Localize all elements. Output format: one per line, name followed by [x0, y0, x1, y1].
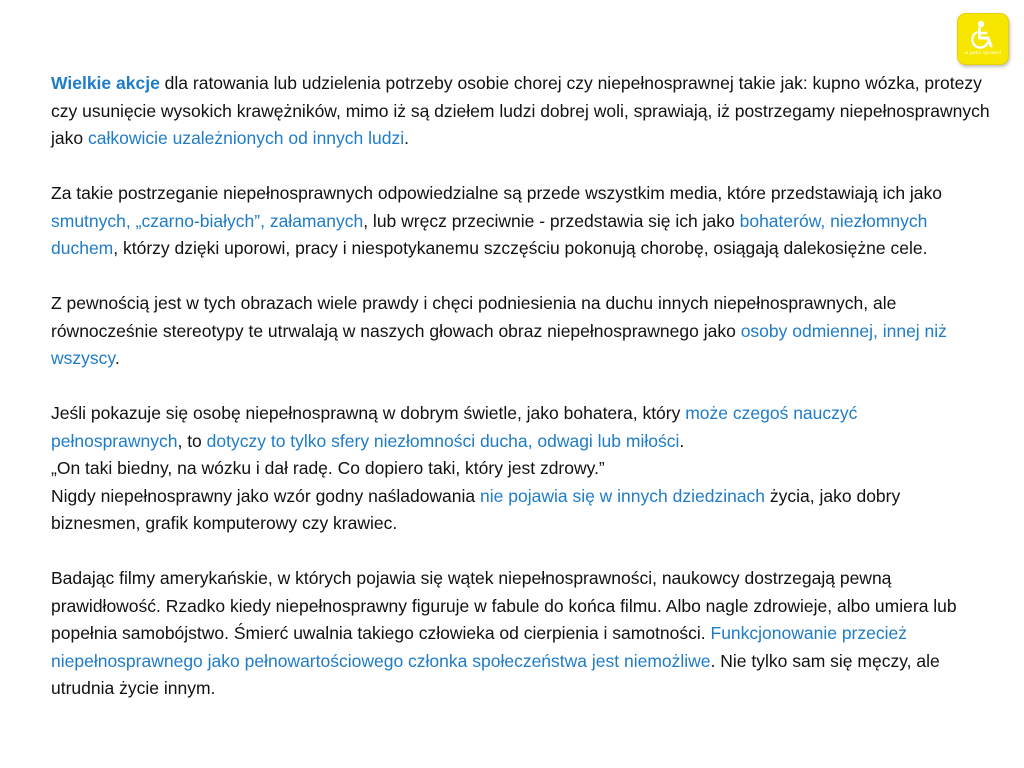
paragraph-hero: [51, 400, 991, 455]
text-run: Nigdy niepełnosprawny jako wzór godny naśladowania: [51, 485, 481, 506]
logo-caption: w pełni sprawni: [964, 51, 1002, 56]
highlighted-text: nie pojawia się w innych dziedzinach: [480, 485, 766, 506]
text-run: .: [114, 348, 120, 368]
text-run: , którzy dzięki uporowi, pracy i niespotykanemu szczęściu pokonują chorobę, osiągają dalekosiężne cele.: [113, 238, 928, 258]
paragraph-big-actions: [51, 70, 991, 153]
wheelchair-logo: [957, 13, 1009, 65]
highlighted-text: osoby odmiennej, innej niż wszyscy: [51, 320, 947, 368]
paragraph-stereotypes: [51, 290, 991, 373]
text-run: Z pewnością jest w tych obrazach wiele prawdy i chęci podniesienia na duchu innych niepełnosprawnych, ale równocześnie stereotypy te utrwalają w naszych głowach obraz niepełnosprawnego jako: [51, 293, 897, 341]
highlighted-text: Wielkie akcje: [51, 73, 160, 93]
text-run: .: [404, 128, 409, 148]
text-run: , to: [177, 430, 207, 451]
wheelchair-icon: [957, 13, 1009, 65]
text-run: Badając filmy amerykańskie, w których pojawia się wątek niepełnosprawności, naukowcy dostrzegają pewną prawidłowość. Rzadko kiedy niepełnosprawny figuruje w fabule do końca filmu. Albo nagle zdrowieje, albo umiera lub popełnia samobójstwo. Śmierć uwalnia takiego człowieka od cierpienia i samotności.: [51, 568, 957, 643]
slide-body: [51, 70, 991, 703]
highlighted-text: całkowicie uzależnionych od innych ludzi: [87, 128, 405, 148]
text-run: Za takie postrzeganie niepełnosprawnych odpowiedzialne są przede wszystkim media, które przedstawiają ich jako: [51, 183, 943, 203]
text-run: .: [679, 430, 685, 451]
text-run: dla ratowania lub udzielenia potrzeby osobie chorej czy niepełnosprawnej takie jak: kupno wózka, protezy czy usunięcie wysokich krawężników, mimo iż są dziełem ludzi dobrej woli, sprawiają, iż postrzegamy niepełnosprawnych jako: [51, 73, 990, 148]
paragraph-role-model: [51, 483, 991, 538]
paragraph-media: [51, 180, 991, 263]
text-run: życia, jako dobry biznesmen, grafik komputerowy czy krawiec.: [51, 485, 901, 533]
highlighted-text: może czegoś nauczyć pełnosprawnych: [51, 403, 858, 451]
text-run: „On taki biedny, na wózku i dał radę. Co dopiero taki, który jest zdrowy.”: [51, 458, 605, 478]
paragraph-american-films: [51, 565, 991, 703]
text-run: , lub wręcz przeciwnie - przedstawia się ich jako: [363, 210, 740, 231]
highlighted-text: bohaterów, niezłomnych duchem: [51, 210, 928, 258]
highlighted-text: Funkcjonowanie przecież niepełnosprawnego jako pełnowartościowego członka społeczeństwa jest niemożliwe: [51, 623, 907, 671]
text-run: Jeśli pokazuje się osobę niepełnosprawną w dobrym świetle, jako bohatera, który: [51, 403, 686, 423]
paragraph-quote: [51, 455, 991, 483]
text-run: . Nie tylko sam się męczy, ale utrudnia życie innym.: [51, 650, 940, 698]
highlighted-text: smutnych, „czarno-białych”, załamanych: [51, 210, 364, 231]
highlighted-text: dotyczy to tylko sfery niezłomności ducha, odwagi lub miłości: [206, 430, 680, 451]
